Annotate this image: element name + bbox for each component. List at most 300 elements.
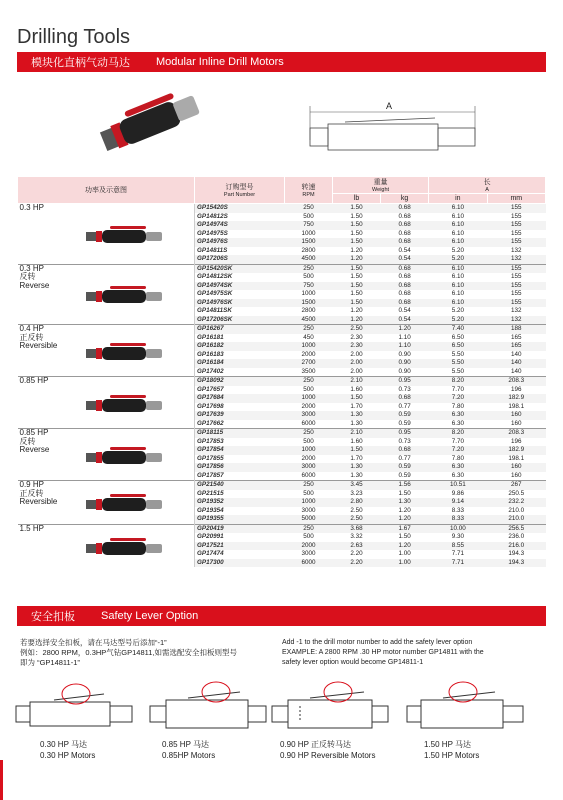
- weight-kg: 0.68: [398, 273, 411, 280]
- part-number: GP17402: [195, 368, 285, 377]
- length-mm: 132: [511, 307, 522, 314]
- part-number: GP16182: [195, 342, 285, 351]
- weight-kg: 0.77: [398, 402, 411, 410]
- length-in: 10.00: [429, 524, 487, 533]
- rpm: 2000: [301, 350, 316, 358]
- length-mm: 196: [511, 437, 522, 445]
- note-cn-line: 若要选择安全扣板，请在马达型号后添加“-1”: [20, 638, 167, 647]
- power-group-label: 反转: [19, 272, 36, 281]
- part-number: GP14976SK: [195, 299, 285, 308]
- power-group-cell: [18, 377, 195, 429]
- weight-lb: 2.63: [333, 542, 381, 551]
- part-number: GP17854: [195, 446, 285, 455]
- drill-motor-image: [84, 339, 164, 367]
- power-group-label: 1.5 HP: [19, 523, 44, 533]
- power-group-cell: [18, 264, 195, 325]
- weight-lb: 2.50: [350, 506, 363, 514]
- rpm: 250: [285, 264, 333, 273]
- part-number: GP17855: [195, 455, 285, 464]
- part-number: GP14974S: [195, 221, 285, 230]
- weight-kg: 0.54: [381, 255, 429, 264]
- drill-motor-image: [84, 391, 164, 419]
- part-number: GP17853: [195, 438, 285, 447]
- weight-kg: 1.10: [381, 342, 429, 351]
- rpm: 1000: [285, 446, 333, 455]
- weight-kg: 0.95: [381, 377, 429, 386]
- power-group-label: 0.9 HP: [19, 480, 44, 489]
- weight-lb: 2.10: [333, 377, 381, 386]
- table-row: [18, 377, 546, 386]
- length-in: 10.51: [429, 481, 487, 490]
- drill-motor-image: [84, 443, 164, 471]
- part-number: GP18115: [195, 429, 285, 438]
- section-title-en: Modular Inline Drill Motors: [156, 56, 284, 68]
- weight-lb: 2.20: [333, 559, 381, 568]
- weight-kg: 0.68: [381, 221, 429, 230]
- power-group-label: Reverse: [19, 445, 50, 454]
- length-in: 6.10: [451, 273, 464, 280]
- length-in: 7.20: [429, 394, 487, 403]
- rpm: 250: [285, 325, 333, 334]
- part-number: GP14811S: [195, 247, 285, 256]
- length-in: 7.71: [429, 559, 487, 568]
- length-in: 7.71: [451, 550, 464, 557]
- note-en-line: safety lever option would become GP14811-1: [282, 659, 424, 666]
- part-number: GP20991: [195, 533, 285, 542]
- length-mm: 267: [487, 481, 545, 490]
- length-in: 8.20: [429, 429, 487, 438]
- rpm: 500: [303, 385, 314, 393]
- part-number: GP17300: [195, 559, 285, 568]
- option-caption-cn: 0.85 HP 马达: [162, 740, 209, 749]
- weight-kg: 0.68: [398, 229, 411, 237]
- weight-lb: 2.50: [333, 515, 381, 524]
- length-mm: 210.0: [508, 506, 525, 514]
- rpm: 2800: [301, 307, 316, 314]
- weight-lb: 1.50: [333, 299, 381, 308]
- part-number: GP19352: [195, 498, 285, 507]
- part-number: GP16183: [195, 351, 285, 360]
- rpm: 500: [303, 437, 314, 445]
- length-mm: 256.5: [487, 524, 545, 533]
- rpm: 3000: [301, 506, 316, 514]
- length-mm: 194.3: [508, 550, 525, 557]
- note-cn-line: 例如：2800 RPM，0.3HP气钻GP14811,如需选配安全扣板则型号: [20, 648, 237, 657]
- part-number: GP17662: [195, 420, 285, 429]
- page-edge-accent: [0, 760, 3, 800]
- length-in: 8.55: [429, 542, 487, 551]
- part-number: GP15420SK: [195, 264, 285, 273]
- drill-motor-image: [84, 222, 164, 250]
- rpm: 250: [285, 481, 333, 490]
- col-header-length: 长 A: [429, 177, 546, 194]
- weight-lb: 3.45: [333, 481, 381, 490]
- part-number: GP16267: [195, 325, 285, 334]
- part-number: GP14975SK: [195, 290, 285, 299]
- rpm: 500: [303, 212, 314, 220]
- part-number: GP17521: [195, 542, 285, 551]
- col-header-in: in: [429, 194, 487, 204]
- dimension-label-a: A: [386, 101, 393, 111]
- length-in: 6.10: [451, 212, 464, 220]
- option-caption: [424, 740, 479, 761]
- weight-lb: 1.30: [333, 411, 381, 420]
- col-header-rpm: 转速 RPM: [285, 177, 333, 204]
- weight-kg: 0.68: [398, 212, 411, 220]
- length-mm: 194.3: [487, 559, 545, 568]
- weight-kg: 0.90: [381, 359, 429, 368]
- length-mm: 160: [487, 411, 545, 420]
- part-number: GP14812SK: [195, 273, 285, 282]
- length-in: 7.70: [451, 385, 464, 393]
- rpm: 6000: [301, 471, 316, 479]
- rpm: 4500: [285, 316, 333, 325]
- safety-lever-drawing-150hp: [405, 672, 525, 740]
- length-in: 6.10: [429, 299, 487, 308]
- part-number: GP15420S: [195, 204, 285, 213]
- length-in: 6.30: [429, 463, 487, 472]
- length-mm: 208.3: [487, 429, 545, 438]
- length-mm: 196: [511, 385, 522, 393]
- weight-kg: 0.68: [398, 290, 411, 297]
- weight-lb: 3.68: [333, 524, 381, 533]
- note-en-line: EXAMPLE: A 2800 RPM .30 HP motor number GP14811 with the: [282, 649, 484, 656]
- length-mm: 232.2: [487, 498, 545, 507]
- weight-kg: 0.68: [381, 446, 429, 455]
- weight-lb: 1.50: [333, 221, 381, 230]
- col-header-mm: mm: [487, 194, 545, 204]
- weight-lb: 3.23: [350, 489, 363, 497]
- power-group-cell: [18, 429, 195, 481]
- spec-table-body: [18, 204, 546, 568]
- length-in: 5.50: [451, 367, 464, 375]
- rpm: 250: [285, 377, 333, 386]
- rpm: 750: [285, 282, 333, 291]
- weight-lb: 1.50: [333, 394, 381, 403]
- rpm: 1000: [285, 498, 333, 507]
- part-number: GP14976S: [195, 238, 285, 247]
- part-number: GP19355: [195, 515, 285, 524]
- length-in: 6.10: [429, 221, 487, 230]
- length-in: 8.33: [429, 515, 487, 524]
- weight-lb: 1.60: [350, 437, 363, 445]
- rpm: 1500: [285, 299, 333, 308]
- power-group-label: 0.3 HP: [19, 263, 44, 273]
- length-mm: 132: [511, 246, 522, 254]
- length-mm: 155: [511, 229, 522, 237]
- weight-kg: 0.68: [381, 238, 429, 247]
- length-mm: 140: [487, 359, 545, 368]
- length-mm: 188: [487, 325, 545, 334]
- power-group-label: Reversible: [19, 497, 58, 506]
- weight-kg: 0.54: [398, 246, 411, 254]
- table-row: [18, 204, 546, 213]
- length-in: 6.10: [429, 238, 487, 247]
- weight-lb: 1.50: [350, 229, 363, 237]
- weight-kg: 0.59: [381, 411, 429, 420]
- weight-lb: 3.32: [350, 533, 363, 540]
- part-number: GP17684: [195, 394, 285, 403]
- weight-kg: 1.67: [381, 524, 429, 533]
- length-in: 6.30: [429, 411, 487, 420]
- length-mm: 250.5: [508, 489, 525, 497]
- rpm: 4500: [285, 255, 333, 264]
- length-mm: 210.0: [487, 515, 545, 524]
- weight-kg: 0.90: [398, 367, 411, 375]
- weight-lb: 1.50: [350, 290, 363, 297]
- length-mm: 155: [487, 282, 545, 291]
- option-caption: [280, 740, 375, 761]
- weight-lb: 1.50: [350, 273, 363, 280]
- rpm: 3000: [285, 463, 333, 472]
- length-in: 6.30: [451, 471, 464, 479]
- length-in: 6.10: [451, 229, 464, 237]
- weight-lb: 2.20: [350, 550, 363, 557]
- power-group-label: 0.3 HP: [19, 203, 44, 212]
- rpm: 450: [303, 333, 314, 341]
- part-number: GP17856: [195, 463, 285, 472]
- rpm: 250: [285, 524, 333, 533]
- weight-lb: 1.30: [350, 471, 363, 479]
- length-in: 7.20: [429, 446, 487, 455]
- table-row: [18, 429, 546, 438]
- length-mm: 132: [487, 255, 545, 264]
- part-number: GP19354: [195, 507, 285, 516]
- hero-drill-motor-image: [90, 83, 210, 163]
- rpm: 500: [303, 273, 314, 280]
- weight-lb: 2.00: [350, 367, 363, 375]
- weight-lb: 1.70: [350, 454, 363, 462]
- weight-kg: 0.59: [381, 463, 429, 472]
- table-row: [18, 264, 546, 273]
- length-in: 5.20: [429, 255, 487, 264]
- drill-motor-image: [84, 490, 164, 518]
- weight-kg: 0.95: [381, 429, 429, 438]
- rpm: 3500: [301, 367, 316, 375]
- length-in: 6.10: [429, 282, 487, 291]
- length-mm: 155: [511, 273, 522, 280]
- section-header-drill-motors: [17, 52, 546, 72]
- part-number: GP20419: [195, 524, 285, 533]
- rpm: 1500: [285, 238, 333, 247]
- weight-lb: 2.00: [333, 359, 381, 368]
- rpm: 1000: [301, 229, 316, 237]
- weight-kg: 0.68: [381, 264, 429, 273]
- weight-kg: 1.00: [381, 559, 429, 568]
- section-title-cn: 模块化直柄气动马达: [31, 57, 130, 69]
- power-group-label: 正反转: [19, 488, 44, 498]
- power-group-cell: [18, 325, 195, 377]
- length-in: 6.50: [429, 342, 487, 351]
- col-header-lb: lb: [333, 194, 381, 204]
- rpm: 3000: [301, 550, 316, 557]
- power-group-label: 0.85 HP: [19, 428, 49, 437]
- weight-kg: 1.20: [381, 542, 429, 551]
- length-in: 6.50: [451, 333, 464, 341]
- rpm: 2000: [285, 542, 333, 551]
- part-number: GP16184: [195, 359, 285, 368]
- part-number: GP21515: [195, 490, 285, 499]
- length-in: 9.30: [451, 533, 464, 540]
- weight-kg: 1.50: [398, 533, 411, 540]
- power-group-label: 反转: [19, 436, 36, 446]
- weight-lb: 2.50: [333, 325, 381, 334]
- length-mm: 160: [487, 463, 545, 472]
- rpm: 250: [285, 429, 333, 438]
- weight-lb: 1.60: [350, 385, 363, 393]
- col-header-weight: 重量 Weight: [333, 177, 429, 194]
- table-row: [18, 325, 546, 334]
- length-mm: 165: [511, 333, 522, 341]
- part-number: GP17657: [195, 386, 285, 395]
- length-mm: 182.9: [487, 446, 545, 455]
- part-number: GP17206SK: [195, 316, 285, 325]
- length-in: 7.70: [451, 437, 464, 445]
- option-caption-cn: 1.50 HP 马达: [424, 740, 471, 749]
- dimension-drawing: [305, 100, 485, 170]
- weight-kg: 0.73: [398, 437, 411, 445]
- length-mm: 155: [511, 212, 522, 220]
- weight-lb: 1.30: [333, 463, 381, 472]
- length-mm: 208.3: [487, 377, 545, 386]
- option-caption-en: 0.85HP Motors: [162, 750, 216, 760]
- option-caption-en: 0.30 HP Motors: [40, 750, 96, 760]
- page-title: Drilling Tools: [17, 26, 131, 48]
- weight-kg: 0.59: [398, 419, 411, 427]
- safety-lever-drawing-090hp: [270, 672, 390, 740]
- section-title-cn: 安全扣板: [31, 611, 75, 623]
- weight-kg: 0.68: [381, 282, 429, 291]
- part-number: GP14812S: [195, 213, 285, 222]
- length-in: 9.86: [451, 489, 464, 497]
- option-caption-cn: 0.30 HP 马达: [40, 740, 87, 749]
- length-mm: 165: [487, 342, 545, 351]
- length-in: 5.20: [429, 316, 487, 325]
- part-number: GP16181: [195, 334, 285, 343]
- length-mm: 155: [487, 264, 545, 273]
- power-group-label: Reversible: [19, 341, 58, 350]
- weight-lb: 1.50: [333, 238, 381, 247]
- weight-lb: 1.70: [350, 402, 363, 410]
- rpm: 1000: [285, 342, 333, 351]
- note-en-line: Add -1 to the drill motor number to add the safety lever option: [282, 639, 473, 646]
- weight-kg: 1.20: [398, 506, 411, 514]
- weight-kg: 0.90: [398, 350, 411, 358]
- option-caption: [40, 740, 95, 761]
- note-cn-line: 即为 “GP14811-1”: [20, 658, 80, 667]
- weight-kg: 1.20: [381, 325, 429, 334]
- drill-motor-image: [84, 534, 164, 562]
- part-number: GP14974SK: [195, 282, 285, 291]
- length-mm: 182.9: [487, 394, 545, 403]
- length-mm: 216.0: [487, 542, 545, 551]
- rpm: 5000: [285, 515, 333, 524]
- spec-table: [17, 176, 546, 567]
- weight-kg: 0.77: [398, 454, 411, 462]
- safety-lever-drawing-030hp: [14, 672, 134, 740]
- power-group-label: 0.4 HP: [19, 324, 44, 333]
- length-mm: 160: [511, 471, 522, 479]
- part-number: GP18092: [195, 377, 285, 386]
- weight-kg: 0.73: [398, 385, 411, 393]
- option-caption-cn: 0.90 HP 正反转马达: [280, 740, 351, 749]
- weight-kg: 1.10: [398, 333, 411, 341]
- part-number: GP21540: [195, 481, 285, 490]
- table-row: [18, 481, 546, 490]
- rpm: 500: [303, 533, 314, 540]
- length-in: 9.14: [429, 498, 487, 507]
- length-mm: 155: [511, 290, 522, 297]
- weight-kg: 0.68: [381, 299, 429, 308]
- note-en: [282, 638, 552, 668]
- rpm: 750: [285, 221, 333, 230]
- col-header-part: 订购型号 Part Number: [195, 177, 285, 204]
- weight-lb: 1.30: [350, 419, 363, 427]
- length-in: 8.33: [451, 506, 464, 514]
- length-in: 6.30: [451, 419, 464, 427]
- part-number: GP17698: [195, 403, 285, 412]
- length-mm: 140: [511, 367, 522, 375]
- weight-lb: 2.00: [350, 350, 363, 358]
- power-group-cell: [18, 204, 195, 265]
- section-title-en: Safety Lever Option: [101, 610, 199, 622]
- safety-lever-drawing-085hp: [148, 672, 268, 740]
- length-in: 5.20: [451, 307, 464, 314]
- part-number: GP14811SK: [195, 307, 285, 316]
- part-number: GP17639: [195, 411, 285, 420]
- length-mm: 140: [511, 350, 522, 358]
- length-in: 5.20: [451, 246, 464, 254]
- option-caption-en: 1.50 HP Motors: [424, 750, 480, 760]
- table-row: [18, 524, 546, 533]
- part-number: GP17857: [195, 472, 285, 481]
- weight-lb: 1.20: [350, 246, 363, 254]
- length-mm: 155: [487, 204, 545, 213]
- rpm: 2800: [301, 246, 316, 254]
- rpm: 2000: [301, 454, 316, 462]
- weight-lb: 1.20: [350, 307, 363, 314]
- power-group-label: 正反转: [19, 332, 44, 342]
- weight-kg: 0.59: [398, 471, 411, 479]
- weight-lb: 1.50: [350, 212, 363, 220]
- weight-lb: 1.20: [333, 255, 381, 264]
- power-group-label: Reverse: [19, 280, 50, 290]
- weight-lb: 2.10: [333, 429, 381, 438]
- weight-lb: 2.30: [350, 333, 363, 341]
- length-in: 5.50: [451, 350, 464, 358]
- power-group-label: 0.85 HP: [19, 376, 49, 385]
- length-mm: 160: [511, 419, 522, 427]
- weight-lb: 1.50: [333, 264, 381, 273]
- option-caption: [162, 740, 215, 761]
- length-in: 6.10: [429, 204, 487, 213]
- section-header-safety-lever: [17, 606, 546, 626]
- rpm: 250: [285, 204, 333, 213]
- length-in: 8.20: [429, 377, 487, 386]
- length-in: 7.80: [451, 454, 464, 462]
- weight-kg: 1.20: [381, 515, 429, 524]
- rpm: 3000: [285, 411, 333, 420]
- weight-kg: 0.54: [381, 316, 429, 325]
- weight-kg: 0.68: [381, 204, 429, 213]
- length-in: 7.40: [429, 325, 487, 334]
- weight-kg: 1.56: [381, 481, 429, 490]
- option-caption-en: 0.90 HP Reversible Motors: [280, 750, 376, 760]
- part-number: GP14975S: [195, 230, 285, 239]
- length-in: 5.50: [429, 359, 487, 368]
- length-mm: 155: [487, 221, 545, 230]
- length-mm: 198.1: [508, 454, 525, 462]
